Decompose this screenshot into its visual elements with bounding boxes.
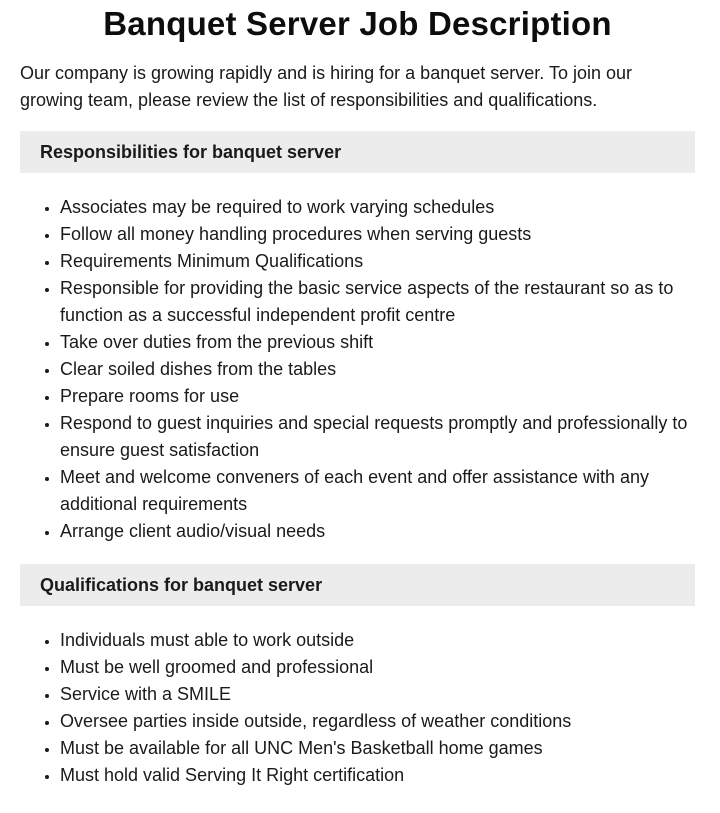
list-item: • Must hold valid Serving It Right certification [60,762,695,789]
list-item: • Responsible for providing the basic service aspects of the restaurant so as to function as a successful independent profit centre [60,275,695,329]
qualifications-list [20,627,695,789]
list-item: • Meet and welcome conveners of each event and offer assistance with any additional requirements [60,464,695,518]
intro-paragraph: Our company is growing rapidly and is hiring for a banquet server. To join our growing team, please review the list of responsibilities and qualifications. [20,63,632,110]
list-item: • Prepare rooms for use [60,383,695,410]
list-item: • Oversee parties inside outside, regardless of weather conditions [60,708,695,735]
responsibilities-heading: Responsibilities for banquet server [20,131,695,173]
list-item: • Must be available for all UNC Men's Basketball home games [60,735,695,762]
list-item: • Individuals must able to work outside [60,627,695,654]
list-item: • Arrange client audio/visual needs [60,518,695,545]
list-item: • Must be well groomed and professional [60,654,695,681]
qualifications-heading: Qualifications for banquet server [20,564,695,606]
responsibilities-list [20,194,695,545]
list-item: • Follow all money handling procedures when serving guests [60,221,695,248]
list-item: • Take over duties from the previous shift [60,329,695,356]
list-item: • Clear soiled dishes from the tables [60,356,695,383]
list-item: • Associates may be required to work varying schedules [60,194,695,221]
page-title: Banquet Server Job Description [103,5,612,42]
list-item: • Respond to guest inquiries and special requests promptly and professionally to ensure guest satisfaction [60,410,695,464]
list-item: • Service with a SMILE [60,681,695,708]
list-item: • Requirements Minimum Qualifications [60,248,695,275]
